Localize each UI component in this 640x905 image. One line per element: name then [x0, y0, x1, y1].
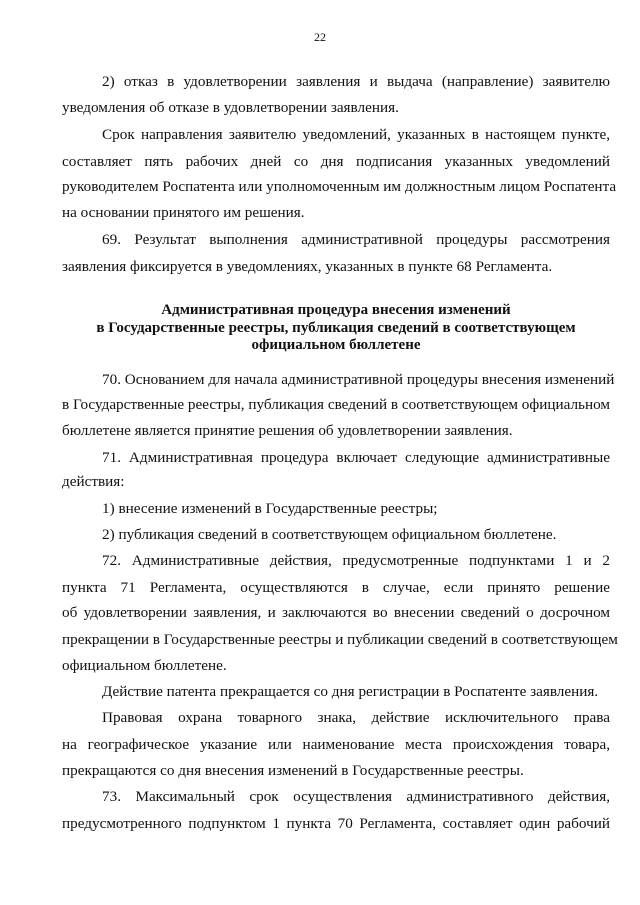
text-line: пункта 71 Регламента, осуществляются в случае, если принято решение: [62, 579, 610, 596]
text-line: 69. Результат выполнения административной процедуры рассмотрения: [102, 231, 610, 248]
page-number: 22: [314, 30, 326, 44]
text-line: 71. Административная процедура включает следующие административные: [102, 449, 610, 466]
text-line: предусмотренного подпунктом 1 пункта 70 Регламента, составляет один рабочий: [62, 815, 610, 832]
text-line: 72. Административные действия, предусмотренные подпунктами 1 и 2: [102, 552, 610, 569]
text-line: об удовлетворении заявления, и заключаются во внесении сведений о досрочном: [62, 604, 610, 621]
text-line: официальном бюллетене.: [62, 657, 227, 674]
text-line: действия:: [62, 473, 125, 490]
text-line: составляет пять рабочих дней со дня подписания указанных уведомлений: [62, 153, 610, 170]
section-heading-line: в Государственные реестры, публикация сведений в соответствующем: [96, 320, 576, 336]
text-line: бюллетене является принятие решения об удовлетворении заявления.: [62, 422, 513, 439]
list-item: 2) публикация сведений в соответствующем официальном бюллетене.: [102, 526, 557, 543]
section-heading-line: официальном бюллетене: [251, 337, 421, 353]
text-line: Срок направления заявителю уведомлений, указанных в настоящем пункте,: [102, 126, 610, 143]
text-line: в Государственные реестры, публикация сведений в соответствующем официальном: [62, 396, 610, 413]
text-line: 2) отказ в удовлетворении заявления и выдача (направление) заявителю: [102, 73, 610, 90]
text-line: прекращаются со дня внесения изменений в Государственные реестры.: [62, 762, 524, 779]
text-line: Действие патента прекращается со дня регистрации в Роспатенте заявления.: [102, 683, 599, 700]
list-item: 1) внесение изменений в Государственные реестры;: [102, 500, 438, 517]
text-line: 70. Основанием для начала административной процедуры внесения изменений: [102, 371, 615, 388]
text-line: уведомления об отказе в удовлетворении заявления.: [62, 99, 399, 116]
text-line: заявления фиксируется в уведомлениях, указанных в пункте 68 Регламента.: [62, 258, 553, 275]
text-line: на основании принятого им решения.: [62, 204, 305, 221]
text-line: на географическое указание или наименование места происхождения товара,: [62, 736, 610, 753]
text-line: Правовая охрана товарного знака, действие исключительного права: [102, 709, 610, 726]
section-heading-line: Административная процедура внесения изменений: [161, 302, 511, 318]
text-line: руководителем Роспатента или уполномоченным им должностным лицом Роспатента: [62, 178, 617, 195]
text-line: 73. Максимальный срок осуществления административного действия,: [102, 788, 610, 805]
text-line: прекращении в Государственные реестры и публикации сведений в соответствующем: [62, 631, 618, 648]
